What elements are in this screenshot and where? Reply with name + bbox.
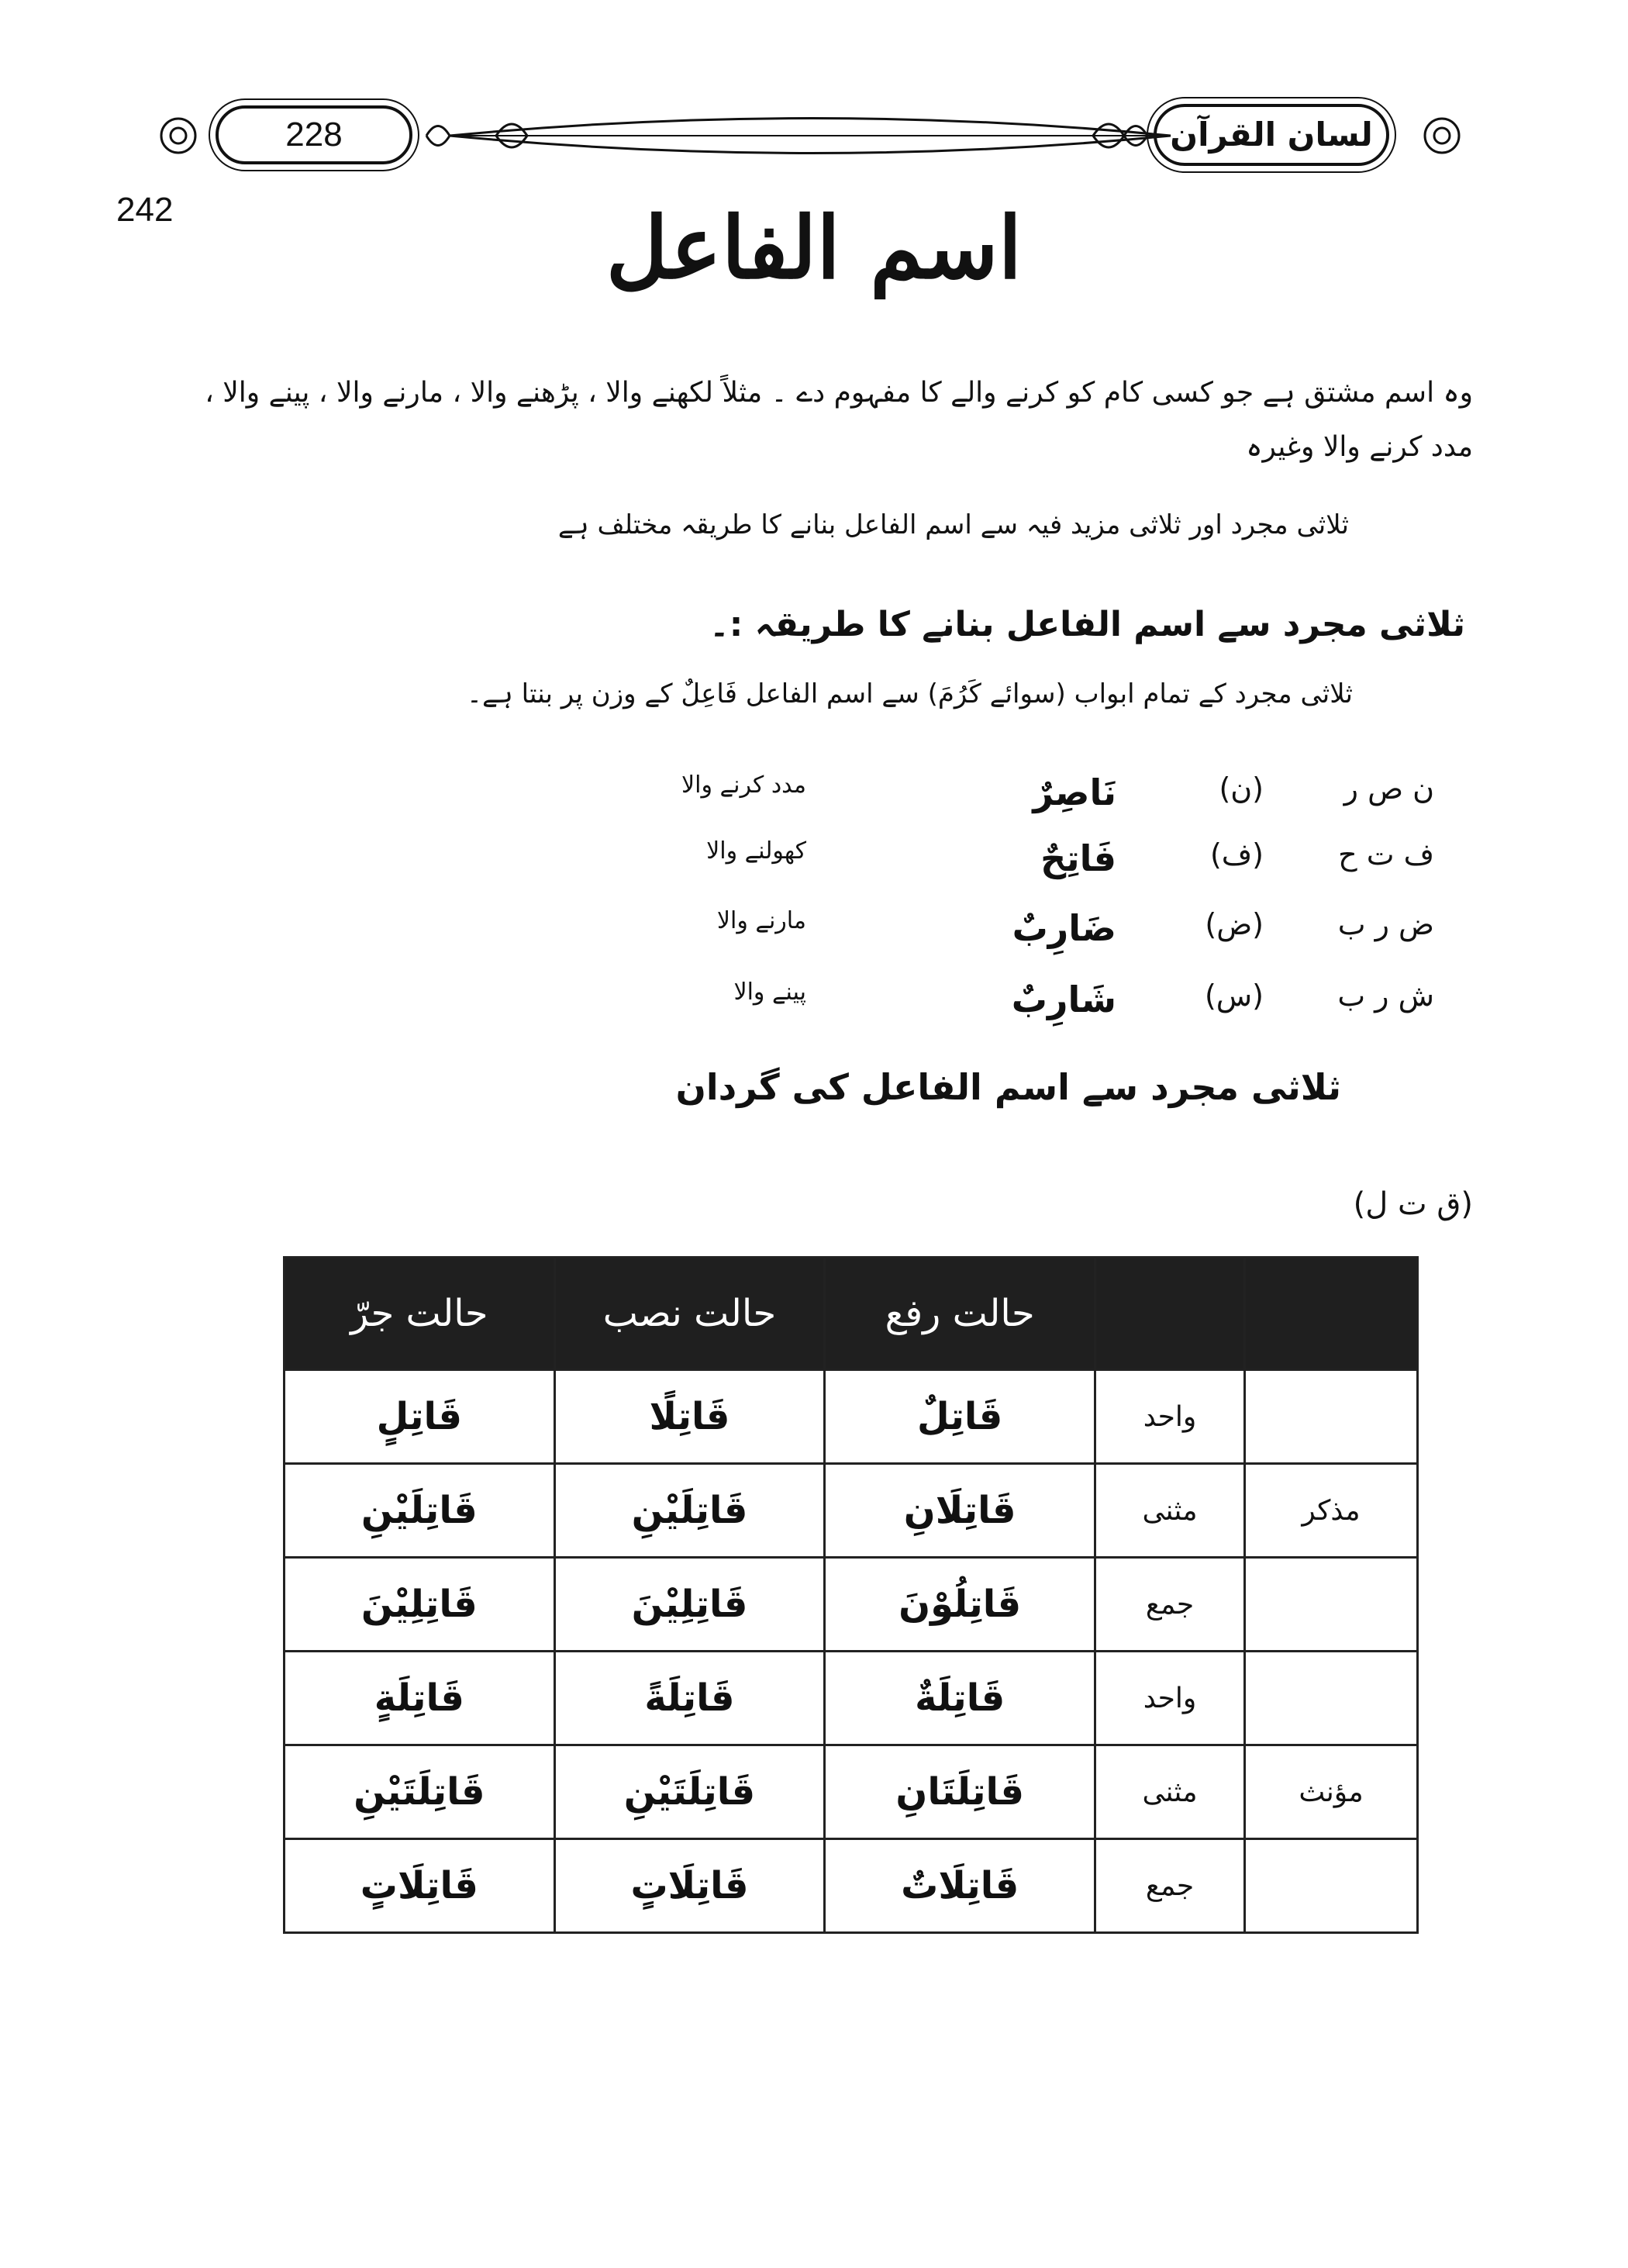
example-bab: (س) — [1204, 979, 1264, 1013]
cell-gender: مؤنث — [1245, 1745, 1418, 1839]
cell-gender: مذکر — [1245, 1464, 1418, 1558]
cell-raf: قَاتِلٌ — [825, 1370, 1095, 1464]
example-meaning: پینے والا — [733, 979, 806, 1006]
example-meaning: مدد کرنے والا — [681, 772, 806, 799]
cell-raf: قَاتِلَانِ — [825, 1464, 1095, 1558]
cell-nasb: قَاتِلًا — [554, 1370, 825, 1464]
example-meaning: کھولنے والا — [706, 837, 806, 865]
cell-number: واحد — [1095, 1652, 1245, 1745]
cell-number: واحد — [1095, 1370, 1245, 1464]
cell-jarr: قَاتِلِيْنَ — [285, 1558, 555, 1652]
table-row — [285, 1652, 1418, 1745]
example-bab: (ن) — [1219, 772, 1264, 806]
example-fail: فَاتِحٌ — [1040, 837, 1116, 879]
cell-number: جمع — [1095, 1558, 1245, 1652]
cell-jarr: قَاتِلَاتٍ — [285, 1839, 555, 1933]
cell-raf: قَاتِلَاتٌ — [825, 1839, 1095, 1933]
cell-gender — [1245, 1652, 1418, 1745]
cell-raf: قَاتِلُوْنَ — [825, 1558, 1095, 1652]
method-heading: ثلاثی مجرد سے اسم الفاعل بنانے کا طریقہ :۔ — [709, 605, 1465, 644]
cell-jarr: قَاتِلٍ — [285, 1370, 555, 1464]
table-row — [285, 1370, 1418, 1464]
gardan-heading: ثلاثی مجرد سے اسم الفاعل کی گردان — [675, 1066, 1341, 1108]
cell-nasb: قَاتِلَاتٍ — [554, 1839, 825, 1933]
definition-paragraph: وہ اسم مشتق ہے جو کسی کام کو کرنے والے کا مفہوم دے ۔ مثلاً لکھنے والا ، پڑھنے والا ، مارنے والا ، پینے والا ، مدد کرنے والا وغیرہ — [205, 377, 1473, 463]
example-meaning: مارنے والا — [716, 907, 806, 934]
example-fail: نَاصِرٌ — [1033, 772, 1116, 813]
table-row — [285, 1558, 1418, 1652]
header-nasb: حالت نصب — [554, 1258, 825, 1370]
secondary-page-number: 242 — [116, 191, 174, 229]
example-fail: شَارِبٌ — [1011, 979, 1116, 1020]
cell-number: جمع — [1095, 1839, 1245, 1933]
example-root: ن ص ر — [1343, 772, 1434, 806]
page-title: اسم الفاعل — [605, 198, 1023, 298]
cell-number: مثنی — [1095, 1464, 1245, 1558]
example-row — [0, 907, 1628, 969]
book-title: لسان القرآن — [1170, 116, 1373, 154]
cell-jarr: قَاتِلَيْنِ — [285, 1464, 555, 1558]
cell-raf: قَاتِلَتَانِ — [825, 1745, 1095, 1839]
cell-nasb: قَاتِلِيْنَ — [554, 1558, 825, 1652]
example-root: ض ر ب — [1337, 907, 1434, 941]
page-header — [155, 85, 1473, 186]
example-bab: (ض) — [1205, 907, 1264, 941]
cell-gender — [1245, 1839, 1418, 1933]
rule-paragraph: ثلاثی مجرد کے تمام ابواب (سوائے کَرُمَ) سے اسم الفاعل فَاعِلٌ کے وزن پر بنتا ہے۔ — [467, 678, 1353, 709]
cell-nasb: قَاتِلَتَيْنِ — [554, 1745, 825, 1839]
cell-gender — [1245, 1370, 1418, 1464]
table-row — [285, 1464, 1418, 1558]
conjugation-table — [283, 1256, 1419, 1934]
example-fail: ضَارِبٌ — [1012, 907, 1116, 949]
root-label: (ق ت ل) — [1353, 1186, 1473, 1222]
example-row — [0, 979, 1628, 1041]
cell-jarr: قَاتِلَةٍ — [285, 1652, 555, 1745]
cell-nasb: قَاتِلَةً — [554, 1652, 825, 1745]
table-header-row — [285, 1258, 1418, 1370]
cell-gender — [1245, 1558, 1418, 1652]
example-root: ش ر ب — [1337, 979, 1434, 1013]
example-root: ف ت ح — [1338, 837, 1434, 872]
example-row — [0, 837, 1628, 899]
example-bab: (ف) — [1209, 837, 1264, 872]
header-number — [1095, 1258, 1245, 1370]
header-jarr: حالت جرّ — [285, 1258, 555, 1370]
header-raf: حالت رفع — [825, 1258, 1095, 1370]
header-gender — [1245, 1258, 1418, 1370]
page-number: 228 — [285, 116, 343, 154]
difference-paragraph: ثلاثی مجرد اور ثلاثی مزید فیہ سے اسم الفاعل بنانے کا طریقہ مختلف ہے — [557, 509, 1349, 540]
cell-nasb: قَاتِلَيْنِ — [554, 1464, 825, 1558]
cell-jarr: قَاتِلَتَيْنِ — [285, 1745, 555, 1839]
cell-number: مثنی — [1095, 1745, 1245, 1839]
table-row — [285, 1745, 1418, 1839]
table-row — [285, 1839, 1418, 1933]
example-row — [0, 772, 1628, 834]
cell-raf: قَاتِلَةٌ — [825, 1652, 1095, 1745]
